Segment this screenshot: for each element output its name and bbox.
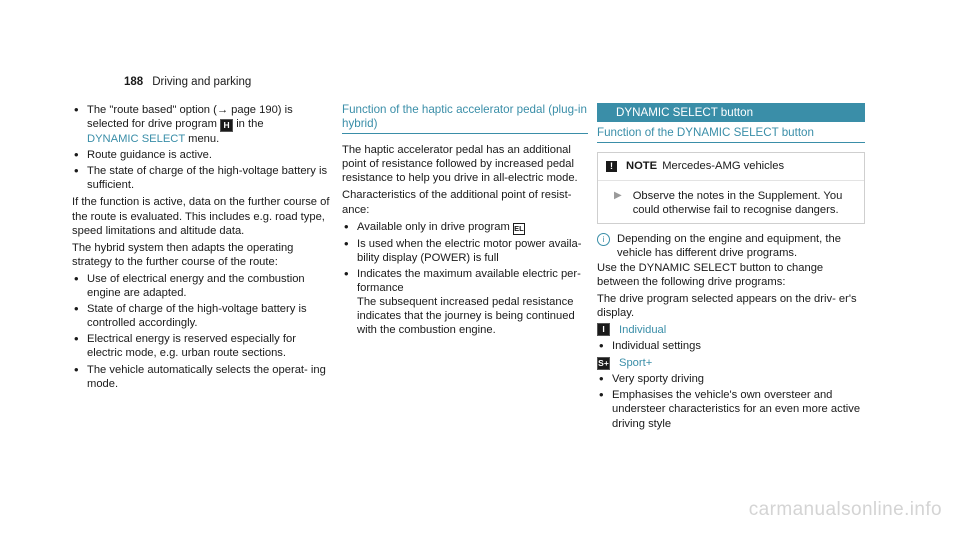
note-header xyxy=(598,153,864,180)
program-label: Individual xyxy=(619,323,667,336)
paragraph: Use the DYNAMIC SELECT button to change between the following drive programs: xyxy=(597,261,824,288)
list-item xyxy=(342,220,588,235)
paragraph: If the function is active, data on the further course of the route is evaluated. This includes e.g. road type, speed limitations and altitude data. xyxy=(72,196,330,237)
program-individual xyxy=(597,323,865,337)
paragraph: Characteristics of the additional point of resist- ance: xyxy=(342,189,572,216)
characteristics-list xyxy=(342,220,588,338)
dynamic-select-link[interactable]: DYNAMIC SELECT xyxy=(87,133,186,146)
section-title: Function of the DYNAMIC SELECT button xyxy=(597,126,865,143)
warning-icon: ! xyxy=(606,161,617,172)
note-text: Observe the notes in the Supplement. You could otherwise fail to recognise dangers. xyxy=(632,190,843,217)
paragraph: The hybrid system then adapts the operating strategy to the further course of the route: xyxy=(72,241,294,268)
chapter-title: Driving and parking xyxy=(152,76,252,88)
note-body xyxy=(598,180,864,223)
strategy-list xyxy=(72,272,330,391)
paragraph: The haptic accelerator pedal has an additional point of resistance followed by increased pedal resistance to help you drive in all-electric mode. xyxy=(342,144,578,185)
paragraph: The drive program selected appears on the driv- er's display. xyxy=(597,292,857,319)
list-item: • Route guidance is active. xyxy=(72,148,330,162)
list-item: • The state of charge of the high-voltage battery is sufficient. xyxy=(72,164,330,192)
info-icon: i xyxy=(597,233,610,246)
list-item-subtext: The subsequent increased pedal resistance indicates that the journey is being continued with the combustion engine. xyxy=(357,296,575,337)
list-item: • Electrical energy is reserved especially for electric mode, e.g. urban route sections. xyxy=(72,332,330,360)
list-item-text: menu. xyxy=(188,133,220,146)
drive-program-h-icon: H xyxy=(220,119,233,132)
page-header xyxy=(124,75,251,89)
list-item: • Use of electrical energy and the combustion engine are adapted. xyxy=(72,272,330,300)
list-item: • Individual settings xyxy=(597,339,865,353)
program-label: Sport+ xyxy=(619,357,653,370)
column-left xyxy=(72,103,330,394)
list-item xyxy=(342,267,588,337)
play-arrow-icon: ▶ xyxy=(614,190,622,202)
note-title: Mercedes-AMG vehicles xyxy=(662,160,785,173)
list-item: • State of charge of the high-voltage battery is controlled accordingly. xyxy=(72,302,330,330)
sport-plus-icon: S+ xyxy=(598,357,609,368)
list-item xyxy=(72,103,330,146)
list-item-text: in the xyxy=(236,118,264,131)
section-band: DYNAMIC SELECT button xyxy=(597,103,865,122)
note-keyword: NOTE xyxy=(626,160,658,173)
drive-program-el-icon: EL xyxy=(514,223,524,233)
individual-list xyxy=(597,339,865,353)
list-item: • The vehicle automatically selects the operat- ing mode. xyxy=(72,363,330,391)
list-item: • Is used when the electric motor power availa- bility display (POWER) is full xyxy=(342,237,588,265)
list-item-text: Indicates the maximum available electric per- formance xyxy=(357,267,581,294)
list-item-text: Available only in drive program xyxy=(357,220,510,233)
condition-list xyxy=(72,103,330,192)
column-right xyxy=(597,103,865,434)
sport-plus-list xyxy=(597,372,865,430)
column-middle xyxy=(342,103,588,340)
info-note xyxy=(597,232,865,260)
note-box xyxy=(597,152,865,224)
page-number: 188 xyxy=(124,76,144,88)
program-sport-plus xyxy=(597,356,865,370)
individual-icon: I xyxy=(597,323,610,336)
list-item: • Emphasises the vehicle's own oversteer and understeer characteristics for an even more active driving style xyxy=(597,388,865,430)
info-text: Depending on the engine and equipment, the vehicle has different drive programs. xyxy=(617,233,841,260)
section-title: Function of the haptic accelerator pedal (plug-in hybrid) xyxy=(342,103,588,134)
list-item-text: The "route based" option (→ page 190) is selected for drive program xyxy=(87,104,293,131)
list-item: • Very sporty driving xyxy=(597,372,865,386)
watermark: carmanualsonline.info xyxy=(748,499,942,520)
